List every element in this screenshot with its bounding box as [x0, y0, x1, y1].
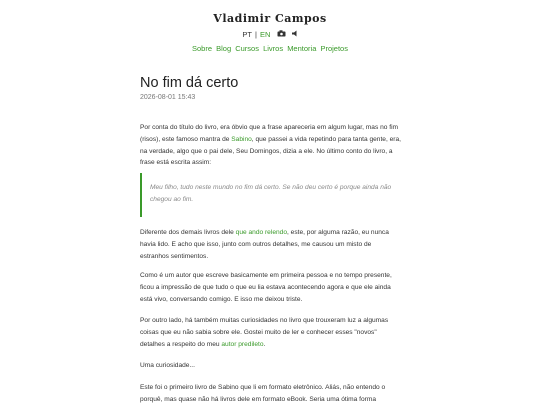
paragraph-1-text-b: , que passei a vida repetindo para tanta gente, era, na verdade, algo que o pai dele, Seu Domingos, dizia a ele. No último conto do livro, a frase está escrita assim: — [140, 135, 401, 167]
nav-cursos[interactable]: Cursos — [235, 44, 259, 53]
post-date: 2026-08-01 15:43 — [140, 94, 196, 101]
nav-projetos[interactable]: Projetos — [320, 44, 348, 53]
lang-separator: | — [254, 30, 257, 39]
nav-livros[interactable]: Livros — [263, 44, 284, 53]
paragraph-5: Uma curiosidade... — [140, 362, 195, 369]
paragraph-1 — [140, 122, 402, 169]
paragraph-3: Como é um autor que escreve basicamente em primeira pessoa e no tempo presente, ficou a impressão de que tudo o que eu lia estava acontecendo agora e que ele ainda está vivo, conversando comigo. E isso me deixou triste. — [140, 272, 392, 303]
paragraph-4-text-a: Por outro lado, há também muitas curiosidades no livro que trouxeram luz a algumas coisas que eu não sabia sobre ele. Gostei muito de ler e conhecer esses "novos" detalhes a respeito do meu — [140, 317, 389, 348]
paragraph-6: Este foi o primeiro livro de Sabino que li em formato eletrônico. Aliás, não entendo o porquê, mas quase não há livros dele em formato eBook. Seria uma ótima forma — [140, 384, 386, 403]
paragraph-1-text-a: Por conta do título do livro, era óbvio que a frase apareceria em algum lugar, mas no fim (risos), este famoso mantra de — [140, 124, 399, 143]
post-header — [140, 74, 402, 101]
sabino-link[interactable]: Sabino — [231, 135, 252, 143]
lang-en-link[interactable]: EN — [259, 30, 271, 39]
ando-relendo-link[interactable]: que ando relendo — [235, 229, 287, 236]
site-title[interactable]: Vladimir Campos — [213, 12, 327, 25]
paragraph-2-text-b: , este, por alguma razão, eu nunca havia lido. E acho que isso, junto com outros detalhes, me causou um misto de estranhos sentimentos. — [140, 229, 389, 260]
post-title: No fim dá certo — [140, 75, 239, 91]
blockquote — [140, 173, 402, 217]
paragraph-2-text-a: Diferente dos demais livros dele — [140, 229, 236, 236]
lang-pt[interactable]: PT — [242, 30, 252, 39]
paragraph-4-text-b: . — [263, 340, 266, 348]
camera-icon[interactable] — [277, 30, 286, 39]
paragraph-2 — [140, 227, 402, 262]
nav-blog[interactable]: Blog — [216, 44, 232, 53]
language-switcher — [0, 30, 540, 39]
paragraph-4 — [140, 315, 402, 350]
speaker-icon[interactable] — [292, 30, 298, 39]
blockquote-text: Meu filho, tudo neste mundo no fim dá certo. Se não deu certo é porque ainda não chegou ao fim. — [150, 184, 392, 203]
autor-predileto-link[interactable]: autor predileto — [221, 340, 264, 348]
main-nav — [0, 44, 540, 53]
nav-sobre[interactable]: Sobre — [192, 44, 213, 53]
nav-mentoria[interactable]: Mentoria — [287, 44, 317, 53]
